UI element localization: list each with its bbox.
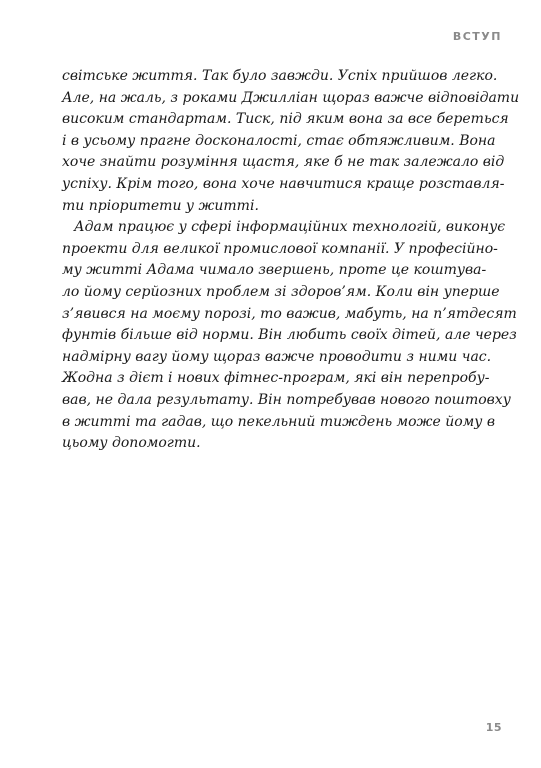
text-line: високим стандартам. Тиск, під яким вона за все береться <box>62 111 509 128</box>
text-line: Але, на жаль, з роками Джилліан щораз важче відповідати <box>62 89 520 106</box>
text-line: му житті Адама чимало звершень, проте це коштува- <box>62 262 487 279</box>
text-line: Жодна з дієт і нових фітнес-програм, які він перепробу- <box>62 370 490 387</box>
paragraph-1 <box>62 66 520 217</box>
body-text <box>62 66 520 455</box>
text-line: вав, не дала результату. Він потребував нового поштовху <box>62 391 511 408</box>
text-line: Адам працює у сфері інформаційних технологій, виконує <box>74 219 506 236</box>
text-line: і в усьому прагне досконалості, стає обтяжливим. Вона <box>62 132 496 149</box>
text-line: хоче знайти розуміння щастя, яке б не так залежало від <box>62 154 505 171</box>
text-line: з’явився на моєму порозі, то важив, мабуть, на п’ятдесят <box>62 305 517 322</box>
text-line: цьому допомогти. <box>62 435 201 452</box>
text-line: світське життя. Так було завжди. Успіх прийшов легко. <box>62 68 498 84</box>
text-line: успіху. Крім того, вона хоче навчитися краще розставля- <box>62 175 505 192</box>
running-header: ВСТУП <box>452 30 502 43</box>
page-number: 15 <box>485 721 502 734</box>
text-line: проекти для великої промислової компанії. У професійно- <box>62 240 498 257</box>
text-line: ти пріоритети у житті. <box>62 197 259 214</box>
text-line: ло йому серйозних проблем зі здоров’ям. Коли він уперше <box>62 283 500 300</box>
text-line: в житті та гадав, що пекельний тиждень може йому в <box>62 413 495 430</box>
text-line: надмірну вагу йому щораз важче проводити з ними час. <box>62 348 492 365</box>
text-line: фунтів більше від норми. Він любить своїх дітей, але через <box>62 327 517 344</box>
paragraph-2 <box>62 217 517 455</box>
